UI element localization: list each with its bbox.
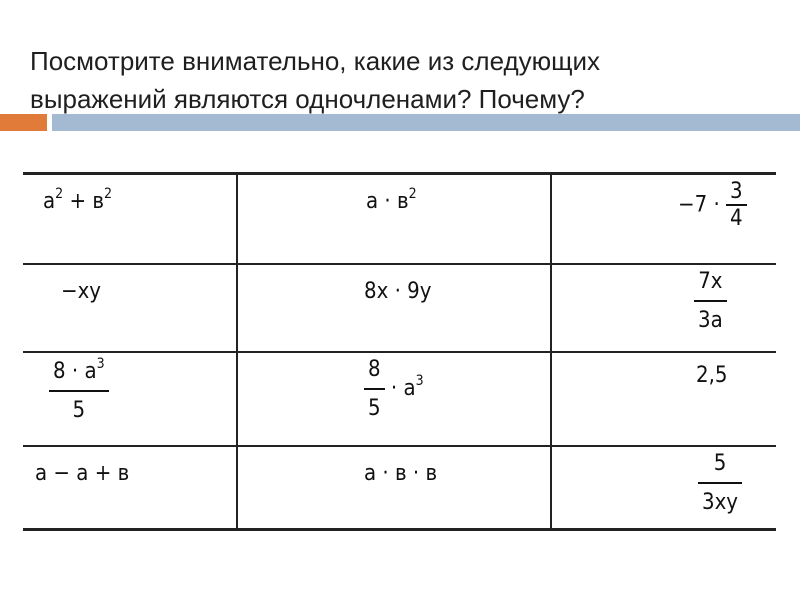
table-row bbox=[23, 174, 776, 264]
table-cell bbox=[23, 264, 237, 352]
slide-title bbox=[30, 42, 750, 118]
table-cell bbox=[237, 352, 551, 446]
expression: 8x · 9y bbox=[364, 278, 432, 304]
fraction: $\frac{7x}{3a}$ bbox=[694, 269, 727, 333]
expression: 2,5 bbox=[696, 362, 728, 388]
table-cell bbox=[23, 352, 237, 446]
fraction: $\frac{5}{3xy}$ bbox=[698, 451, 742, 515]
expression: $a^2 + в^2$ bbox=[43, 186, 112, 214]
expression: $\frac{8}{5}$ · $a^3$ bbox=[364, 357, 424, 421]
table-row bbox=[23, 446, 776, 530]
expressions-table bbox=[23, 172, 776, 531]
fraction: $\frac{8}{5}$ bbox=[364, 357, 385, 421]
expression: $a \cdot в^2$ bbox=[366, 186, 417, 214]
expression bbox=[694, 269, 727, 333]
expression: −xy bbox=[61, 278, 102, 304]
table-row bbox=[23, 264, 776, 352]
expression: a · в · в bbox=[364, 460, 438, 486]
table-cell bbox=[551, 352, 776, 446]
table-cell bbox=[551, 174, 776, 264]
title-line-1: Посмотрите внимательно, какие из следующих bbox=[30, 46, 601, 76]
table-cell bbox=[23, 446, 237, 530]
expression bbox=[49, 355, 109, 423]
table-cell bbox=[551, 264, 776, 352]
fraction: $\frac{3}{4}$ bbox=[726, 179, 747, 231]
table-row bbox=[23, 352, 776, 446]
fraction: $\frac{8 \cdot a^3}{5}$ bbox=[49, 359, 109, 423]
expression bbox=[698, 451, 742, 515]
table-cell bbox=[237, 446, 551, 530]
accent-bar-orange bbox=[0, 114, 47, 131]
table-cell bbox=[551, 446, 776, 530]
accent-bar-blue bbox=[52, 114, 800, 131]
table-cell bbox=[23, 174, 237, 264]
table-cell bbox=[237, 264, 551, 352]
table-cell bbox=[237, 174, 551, 264]
expression: −7 · $\frac{3}{4}$ bbox=[678, 179, 747, 231]
title-line-2: выражений являются одночленами? Почему? bbox=[30, 84, 585, 114]
expression: a − a + в bbox=[35, 460, 130, 486]
